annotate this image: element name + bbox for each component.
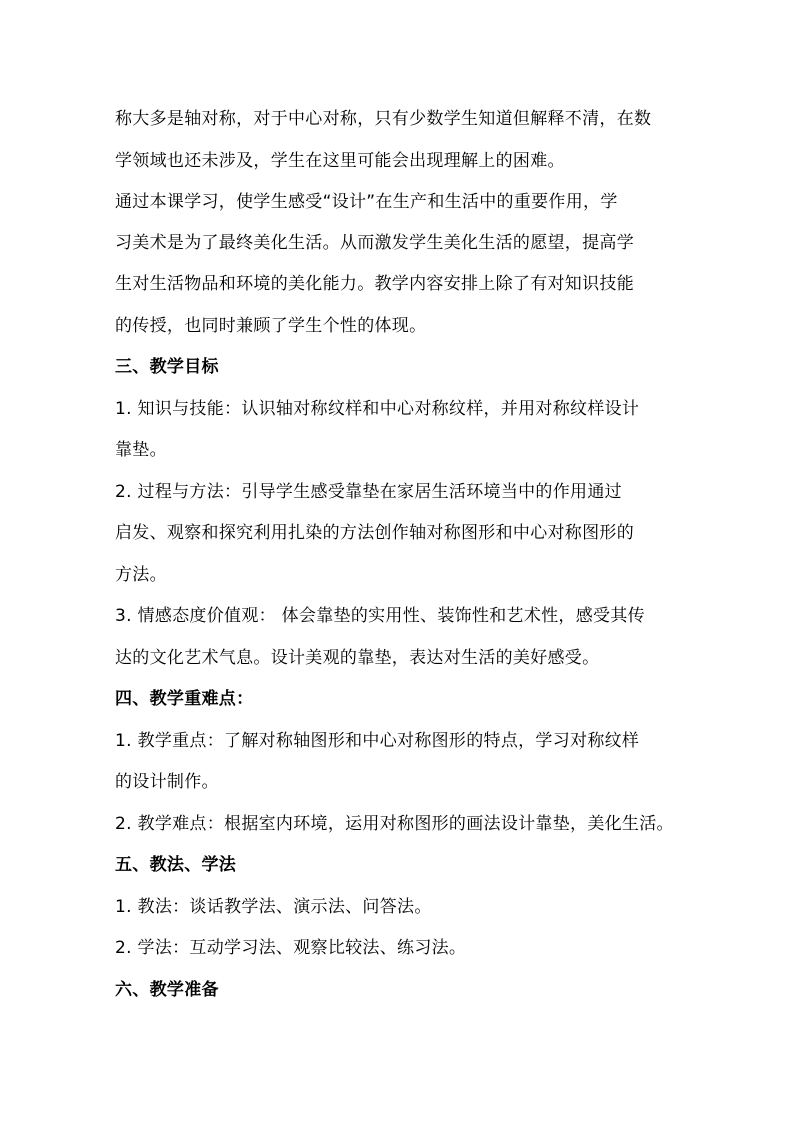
- list-item-line: 1. 知识与技能：认识轴对称纹样和中心对称纹样，并用对称纹样设计: [115, 399, 640, 419]
- list-item-line: 3. 情感态度价值观： 体会靠垫的实用性、装饰性和艺术性，感受其传: [115, 606, 645, 626]
- paragraph-line: 生对生活物品和环境的美化能力。教学内容安排上除了有对知识技能: [115, 274, 634, 294]
- list-item-line: 2. 教学难点：根据室内环境，运用对称图形的画法设计靠垫，美化生活。: [115, 814, 674, 834]
- section-heading-key-points: 四、教学重难点：: [115, 689, 254, 709]
- list-item-line: 2. 过程与方法：引导学生感受靠垫在家居生活环境当中的作用通过: [115, 482, 622, 502]
- list-item-line: 达的文化艺术气息。设计美观的靠垫，表达对生活的美好感受。: [115, 648, 600, 668]
- list-item-line: 1. 教法：谈话教学法、演示法、问答法。: [115, 897, 432, 917]
- list-item-line: 1. 教学重点：了解对称轴图形和中心对称图形的特点，学习对称纹样: [115, 731, 640, 751]
- paragraph-line: 通过本课学习，使学生感受“设计”在生产和生活中的重要作用，学: [115, 192, 618, 212]
- paragraph-line: 习美术是为了最终美化生活。从而激发学生美化生活的愿望，提高学: [115, 233, 634, 253]
- list-item-line: 的设计制作。: [115, 772, 219, 792]
- paragraph-line: 称大多是轴对称，对于中心对称，只有少数学生知道但解释不清，在数: [115, 109, 652, 129]
- paragraph-line: 学领域也还未涉及，学生在这里可能会出现理解上的困难。: [115, 151, 565, 171]
- list-item-line: 方法。: [115, 565, 167, 585]
- list-item-line: 2. 学法：互动学习法、观察比较法、练习法。: [115, 938, 467, 958]
- section-heading-objectives: 三、教学目标: [115, 357, 219, 377]
- list-item-line: 靠垫。: [115, 440, 167, 460]
- paragraph-line: 的传授，也同时兼顾了学生个性的体现。: [115, 316, 427, 336]
- section-heading-methods: 五、教法、学法: [115, 855, 237, 875]
- section-heading-preparation: 六、教学准备: [115, 980, 219, 1000]
- list-item-line: 启发、观察和探究利用扎染的方法创作轴对称图形和中心对称图形的: [115, 523, 634, 543]
